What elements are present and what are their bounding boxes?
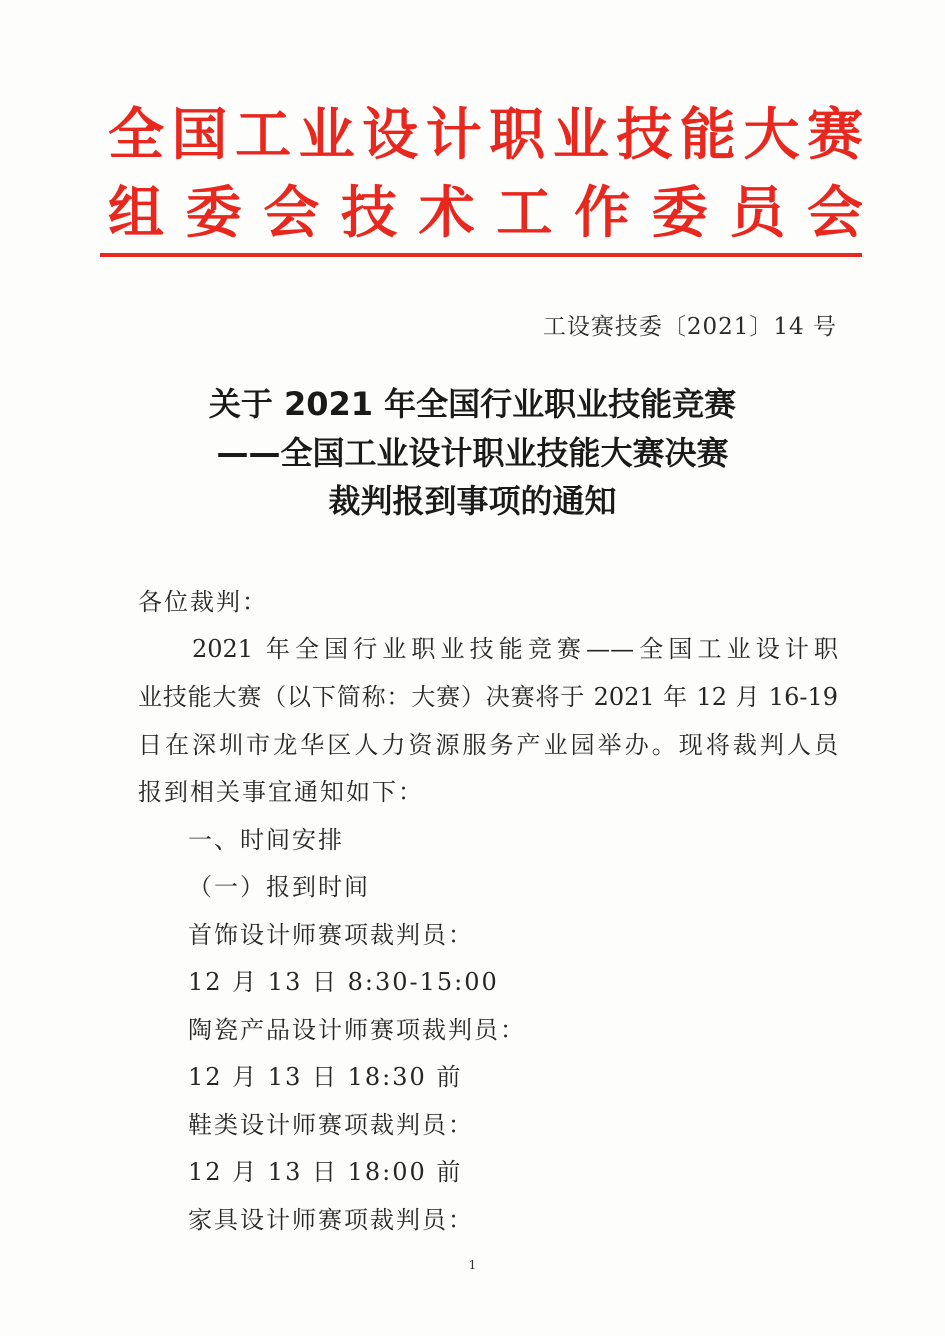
issuer-header-line-1: 全国工业设计职业技能大赛 <box>108 103 863 168</box>
page-number: 1 <box>468 1258 477 1272</box>
subsection-heading-checkin-time: （一）报到时间 <box>188 873 370 901</box>
notice-title-line-2: ——全国工业设计职业技能大赛决赛 <box>216 434 729 472</box>
salutation: 各位裁判： <box>138 588 268 616</box>
list-item: 12 月 13 日 18:30 前 <box>188 1063 463 1091</box>
red-divider-rule <box>100 253 862 257</box>
notice-title-line-1: 关于 2021 年全国行业职业技能竞赛 <box>208 385 737 423</box>
list-item: 首饰设计师赛项裁判员： <box>188 921 474 949</box>
paragraph-line-3: 日在深圳市龙华区人力资源服务产业园举办。现将裁判人员 <box>138 731 838 759</box>
issuer-header-line-2: 组委会技术工作委员会 <box>108 181 863 246</box>
list-item: 12 月 13 日 8:30-15:00 <box>188 968 499 996</box>
paragraph-line-2: 业技能大赛（以下简称：大赛）决赛将于 2021 年 12 月 16-19 <box>138 683 838 711</box>
list-item: 12 月 13 日 18:00 前 <box>188 1158 463 1186</box>
document-number: 工设赛技委〔2021〕14 号 <box>542 314 837 340</box>
list-item: 家具设计师赛项裁判员： <box>188 1206 474 1234</box>
list-item: 陶瓷产品设计师赛项裁判员： <box>188 1016 526 1044</box>
paragraph-line-4: 报到相关事宜通知如下： <box>138 778 424 806</box>
section-heading-schedule: 一、时间安排 <box>188 826 344 854</box>
notice-title-line-3: 裁判报到事项的通知 <box>328 482 617 520</box>
list-item: 鞋类设计师赛项裁判员： <box>188 1111 474 1139</box>
paragraph-line-1: 2021 年全国行业职业技能竞赛——全国工业设计职 <box>192 635 838 663</box>
